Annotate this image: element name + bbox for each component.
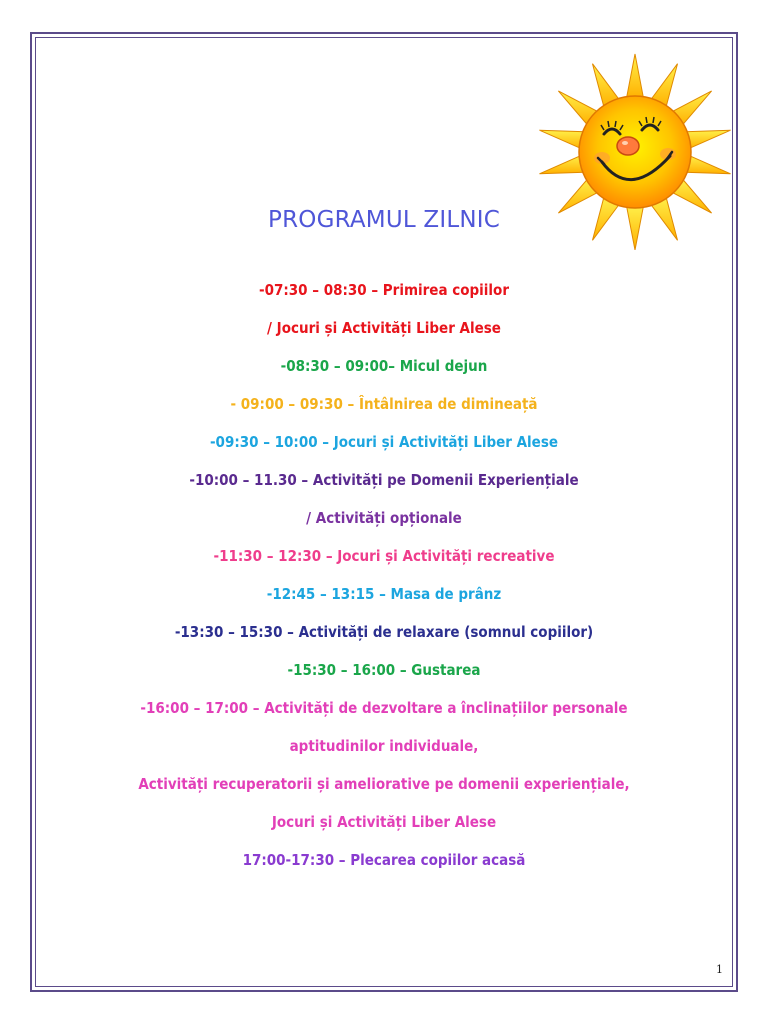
schedule-line: - 09:00 – 09:30 – Întâlnirea de dimineață (230, 395, 538, 413)
schedule-line: -11:30 – 12:30 – Jocuri și Activități recreative (213, 547, 555, 565)
schedule-line: -16:00 – 17:00 – Activități de dezvoltare a înclinațiilor personale (140, 699, 628, 717)
sun-ray (685, 155, 730, 173)
schedule-line: 17:00-17:30 – Plecarea copiilor acasă (242, 851, 526, 869)
schedule-line: -13:30 – 15:30 – Activități de relaxare (somnul copiilor) (174, 623, 594, 641)
schedule-line: -10:00 – 11.30 – Activități pe Domenii Experiențiale (189, 471, 579, 489)
schedule-line: -15:30 – 16:00 – Gustarea (287, 661, 481, 679)
schedule-line: -07:30 – 08:30 – Primirea copiilor (259, 281, 509, 299)
schedule-line: / Activități opționale (306, 509, 462, 527)
schedule-line: -09:30 – 10:00 – Jocuri și Activități Liber Alese (209, 433, 559, 451)
sun-ray (685, 130, 730, 148)
sun-ray (626, 54, 643, 99)
page-number: 1 (716, 963, 723, 976)
schedule-line: Activități recuperatorii și ameliorative pe domenii experiențiale, (138, 775, 630, 793)
schedule-line: -08:30 – 09:00– Micul dejun (280, 357, 488, 375)
schedule-line: -12:45 – 13:15 – Masa de prânz (266, 585, 502, 603)
schedule-line: aptitudinilor individuale, (289, 737, 479, 755)
schedule-line: / Jocuri și Activități Liber Alese (267, 319, 501, 337)
schedule-line: Jocuri și Activități Liber Alese (271, 813, 497, 831)
page-title: PROGRAMUL ZILNIC (268, 207, 500, 233)
sun-ray (539, 130, 584, 148)
sun-ray (539, 155, 584, 173)
